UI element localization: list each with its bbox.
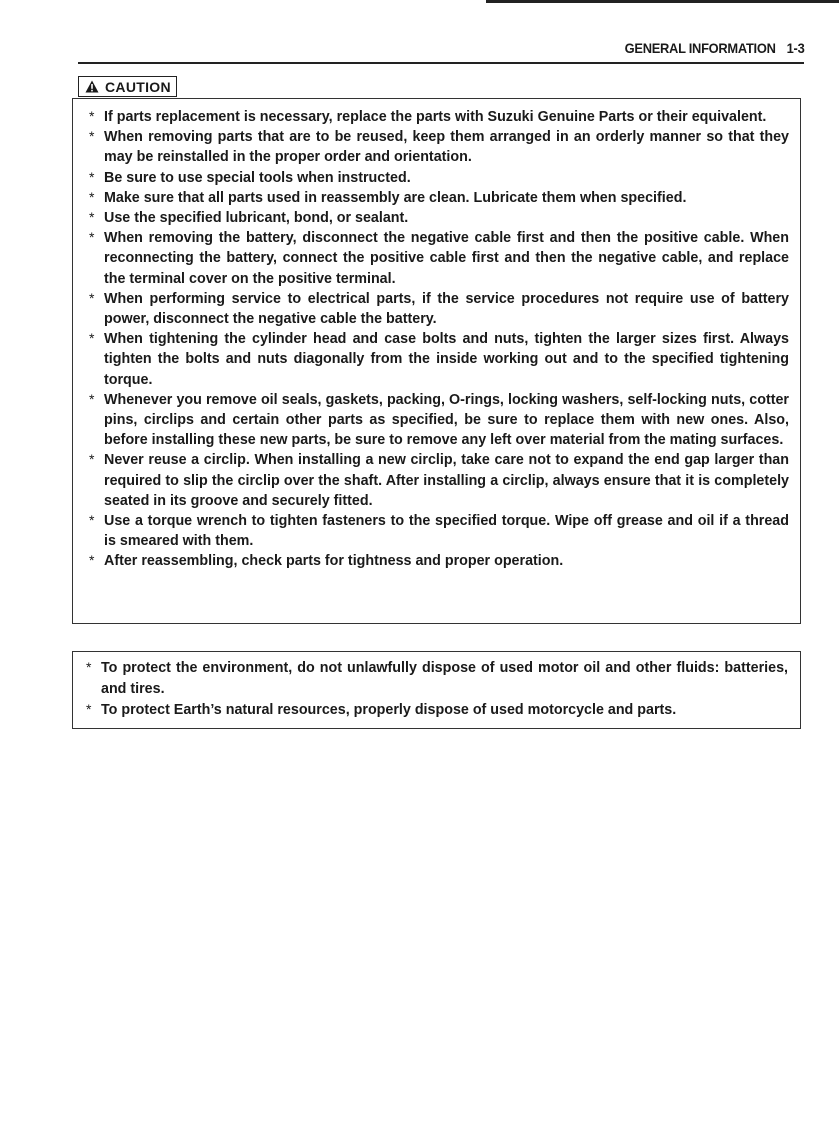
caution-label <box>78 76 177 97</box>
list-item-text: When removing the battery, disconnect the negative cable first and then the positive cable. When reconnecting the battery, connect the positive cable first and then the negative cable, and replace the terminal cover on the positive terminal. <box>104 230 789 287</box>
bullet-asterisk: * <box>89 451 95 468</box>
caution-list <box>87 107 789 572</box>
bullet-asterisk: * <box>89 108 95 124</box>
list-item <box>87 289 789 329</box>
bullet-asterisk: * <box>86 659 92 675</box>
caution-box <box>72 98 801 624</box>
list-item-text: Never reuse a circlip. When installing a new circlip, take care not to expand the end gap larger than required to slip the circlip over the shaft. After installing a circlip, always ensure that it is completely seated in its groove and securely fitted. <box>104 452 789 509</box>
page-header <box>78 36 804 64</box>
list-item-text: After reassembling, check parts for tightness and proper operation. <box>104 553 564 570</box>
environment-box <box>72 651 801 729</box>
list-item-text: Use a torque wrench to tighten fasteners to the specified torque. Wipe off grease and oil if a thread is smeared with them. <box>104 513 789 550</box>
warning-triangle-icon <box>85 80 99 93</box>
bullet-asterisk: * <box>89 330 95 347</box>
list-item-text: Use the specified lubricant, bond, or sealant. <box>104 210 409 227</box>
list-item <box>87 390 789 451</box>
environment-list <box>84 658 788 721</box>
list-item <box>87 511 789 551</box>
bullet-asterisk: * <box>89 289 95 306</box>
list-item <box>87 228 789 289</box>
list-item <box>84 700 788 721</box>
list-item-text: When tightening the cylinder head and case bolts and nuts, tighten the larger sizes first. Always tighten the bolts and nuts diagonally from the inside working out and to the specified tightening torque. <box>104 331 789 388</box>
bullet-asterisk: * <box>89 188 95 205</box>
bullet-asterisk: * <box>89 512 95 529</box>
list-item <box>84 658 788 699</box>
bullet-asterisk: * <box>89 168 95 185</box>
list-item-text: Whenever you remove oil seals, gaskets, packing, O-rings, locking washers, self-locking nuts, cotter pins, circlips and certain other parts as specified, be sure to replace them with new ones. Also, before installing these new parts, be sure to remove any left over material from the mating surfaces. <box>104 391 789 449</box>
bullet-asterisk: * <box>89 209 95 226</box>
list-item-text: Make sure that all parts used in reassembly are clean. Lubricate them when specified. <box>104 189 687 206</box>
list-item <box>87 208 789 228</box>
list-item-text: To protect Earth’s natural resources, properly dispose of used motorcycle and parts. <box>101 702 677 718</box>
top-edge-rule <box>486 0 839 3</box>
list-item-text: Be sure to use special tools when instructed. <box>104 169 411 186</box>
list-item <box>87 450 789 511</box>
bullet-asterisk: * <box>89 552 95 569</box>
list-item-text: When removing parts that are to be reused, keep them arranged in an orderly manner so that they may be reinstalled in the proper order and orientation. <box>104 129 789 166</box>
list-item-text: If parts replacement is necessary, replace the parts with Suzuki Genuine Parts or their equivalent. <box>104 109 767 125</box>
page-number: 1-3 <box>786 40 804 56</box>
caution-label-text: CAUTION <box>105 78 171 95</box>
list-item <box>87 107 789 127</box>
bullet-asterisk: * <box>89 229 95 246</box>
bullet-asterisk: * <box>89 128 95 145</box>
list-item <box>87 188 789 208</box>
bullet-asterisk: * <box>86 701 92 717</box>
list-item <box>87 329 789 390</box>
bullet-asterisk: * <box>89 390 95 407</box>
running-head <box>624 40 804 56</box>
list-item-text: When performing service to electrical parts, if the service procedures not require use of battery power, disconnect the negative cable the battery. <box>104 290 789 328</box>
list-item <box>87 168 789 188</box>
list-item <box>87 127 789 167</box>
section-title: GENERAL INFORMATION <box>624 40 776 56</box>
list-item <box>87 551 789 571</box>
list-item-text: To protect the environment, do not unlawfully dispose of used motor oil and other fluids: batteries, and tires. <box>101 660 788 697</box>
